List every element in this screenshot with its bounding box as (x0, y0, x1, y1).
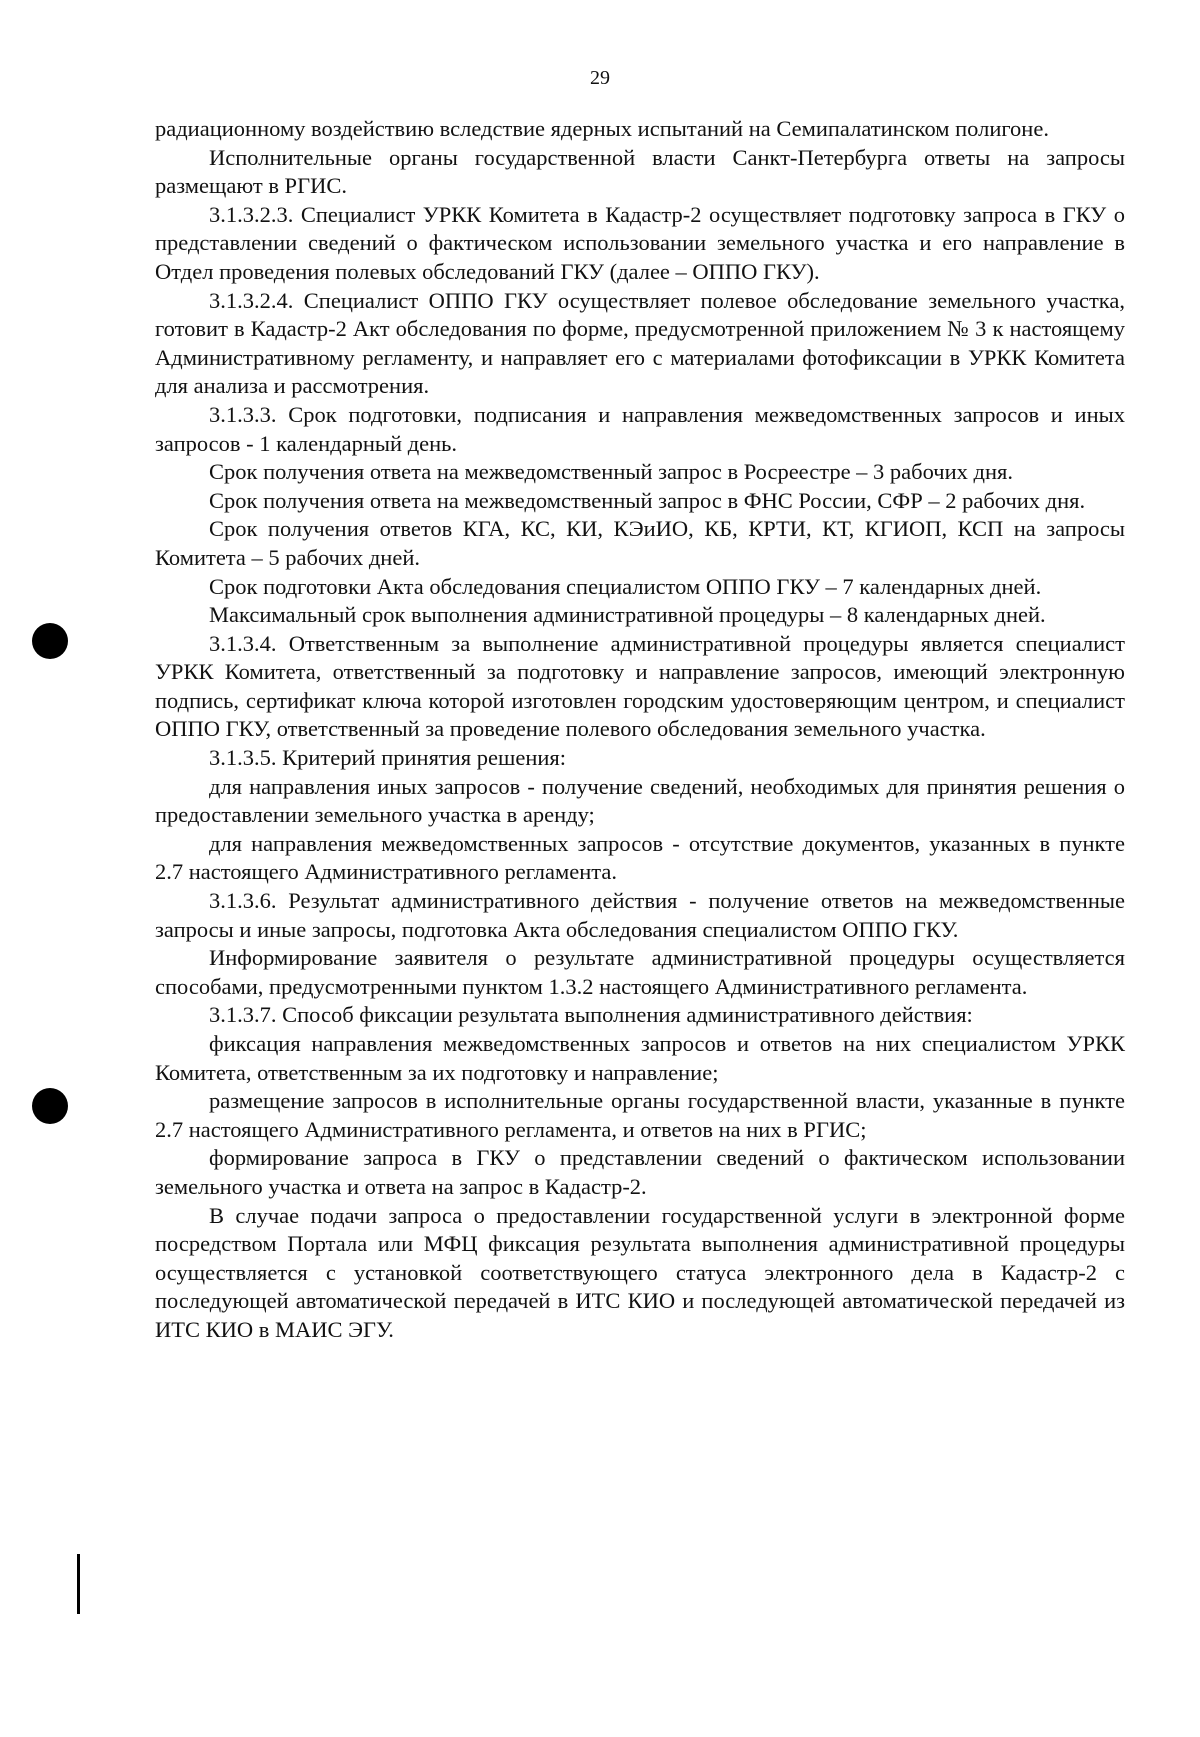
paragraph-3-1-3-5: 3.1.3.5. Критерий принятия решения: (209, 745, 567, 771)
paragraph: формирование запроса в ГКУ о представлении сведений о фактическом использовании земельного участка и ответа на запрос в Кадастр-2. (155, 1145, 1125, 1199)
paragraph-3-1-3-2-3: 3.1.3.2.3. Специалист УРКК Комитета в Кадастр-2 осуществляет подготовку запроса в ГКУ о представлении сведений о фактическом использовании земельного участка и его направление в Отдел проведения полевых обследований ГКУ (далее – ОППО ГКУ). (155, 201, 1125, 284)
paragraph: Срок подготовки Акта обследования специалистом ОППО ГКУ – 7 календарных дней. (209, 573, 1042, 599)
paragraph: Информирование заявителя о результате административной процедуры осуществляется способами, предусмотренными пунктом 1.3.2 настоящего Административного регламента. (155, 945, 1125, 999)
paragraph-3-1-3-6: 3.1.3.6. Результат административного действия - получение ответов на межведомственные запросы и иные запросы, подготовка Акта обследования специалистом ОППО ГКУ. (155, 888, 1125, 942)
punch-hole-mark (32, 623, 68, 659)
paragraph-3-1-3-4: 3.1.3.4. Ответственным за выполнение административной процедуры является специалист УРКК Комитета, ответственный за подготовку и направление запросов, имеющий электронную подпись, сертификат ключа которой изготовлен городским удостоверяющим центром, и специалист ОППО ГКУ, ответственный за проведение полевого обследования земельного участка. (155, 630, 1125, 742)
document-body (155, 115, 1125, 1345)
paragraph: размещение запросов в исполнительные органы государственной власти, указанные в пункте 2.7 настоящего Административного регламента, и ответов на них в РГИС; (155, 1088, 1125, 1142)
paragraph: Срок получения ответа на межведомственный запрос в ФНС России, СФР – 2 рабочих дня. (209, 487, 1086, 513)
punch-hole-mark (32, 1088, 68, 1124)
paragraph: Максимальный срок выполнения административной процедуры – 8 календарных дней. (209, 602, 1046, 628)
paragraph: фиксация направления межведомственных запросов и ответов на них специалистом УРКК Комитета, ответственным за их подготовку и направление; (155, 1031, 1125, 1085)
paragraph: Исполнительные органы государственной власти Санкт-Петербурга ответы на запросы размещают в РГИС. (155, 144, 1125, 199)
page-number: 29 (590, 67, 610, 89)
paragraph-3-1-3-7: 3.1.3.7. Способ фиксации результата выполнения административного действия: (209, 1002, 973, 1028)
paragraph: для направления иных запросов - получение сведений, необходимых для принятия решения о предоставлении земельного участка в аренду; (155, 773, 1125, 828)
paragraph: В случае подачи запроса о предоставлении государственной услуги в электронной форме посредством Портала или МФЦ фиксация результата выполнения административной процедуры осуществляется с установкой соответствующего статуса электронного дела в Кадастр-2 с последующей автоматической передачей в ИТС КИО и последующей автоматической передачей из ИТС КИО в МАИС ЭГУ. (155, 1202, 1125, 1342)
paragraph-3-1-3-3: 3.1.3.3. Срок подготовки, подписания и направления межведомственных запросов и иных запросов - 1 календарный день. (155, 401, 1125, 456)
paragraph: Срок получения ответов КГА, КС, КИ, КЭиИО, КБ, КРТИ, КТ, КГИОП, КСП на запросы Комитета – 5 рабочих дней. (155, 516, 1125, 570)
paragraph: Срок получения ответа на межведомственный запрос в Росреестре – 3 рабочих дня. (209, 459, 1013, 485)
margin-line-mark (77, 1554, 80, 1614)
paragraph-3-1-3-2-4: 3.1.3.2.4. Специалист ОППО ГКУ осуществляет полевое обследование земельного участка, готовит в Кадастр-2 Акт обследования по форме, предусмотренной приложением № 3 к настоящему Административному регламенту, и направляет его с материалами фотофиксации в УРКК Комитета для анализа и рассмотрения. (155, 287, 1125, 399)
paragraph-continuation: радиационному воздействию вследствие ядерных испытаний на Семипалатинском полигоне. (155, 116, 1049, 141)
paragraph: для направления межведомственных запросов - отсутствие документов, указанных в пункте 2.7 настоящего Административного регламента. (155, 830, 1125, 885)
